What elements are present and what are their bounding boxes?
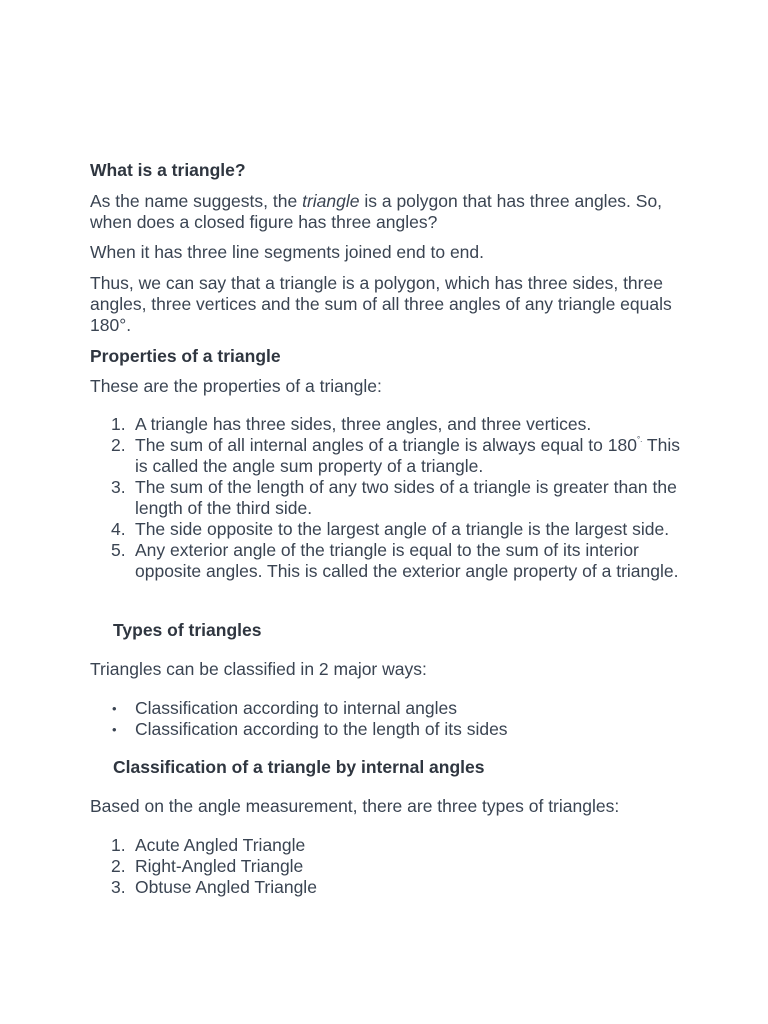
list-item: [90, 477, 690, 519]
properties-intro: These are the properties of a triangle:: [90, 376, 382, 396]
bullet-icon: •: [112, 722, 117, 737]
what-p1-end: is a polygon that has three angles. So, when does a closed figure has three angles?: [90, 191, 663, 232]
list-number: 1.: [111, 835, 126, 855]
list-item-text: The sum of the length of any two sides of a triangle is greater than the length of the third side.: [135, 477, 677, 518]
properties-list: [90, 414, 690, 582]
list-item-text: A triangle has three sides, three angles, and three vertices.: [135, 414, 592, 434]
list-item-text: Obtuse Angled Triangle: [135, 877, 317, 897]
list-item-text: Any exterior angle of the triangle is equal to the sum of its interior opposite angles. This is called the exterior angle property of a triangle.: [135, 540, 679, 581]
list-number: 4.: [111, 519, 126, 539]
list-item-text: Classification according to internal angles: [135, 698, 457, 718]
degree-superscript: °.: [636, 435, 643, 444]
bullet-icon: •: [112, 701, 117, 716]
list-item-text: Acute Angled Triangle: [135, 835, 306, 855]
list-number: 1.: [111, 414, 126, 434]
list-item: [90, 877, 690, 898]
what-p1-start: As the name suggests, the: [90, 191, 303, 211]
properties-heading: Properties of a triangle: [90, 346, 281, 366]
list-number: 2.: [111, 435, 126, 455]
what-paragraph-2: When it has three line segments joined end to end.: [90, 242, 484, 262]
list-item-text-cont: This is called the angle sum property of a triangle.: [135, 435, 680, 476]
list-item: [90, 435, 690, 477]
list-number: 3.: [111, 877, 126, 897]
list-item-text: The sum of all internal angles of a triangle is always equal to 180: [135, 435, 637, 455]
list-item-text: Classification according to the length of its sides: [135, 719, 508, 739]
angles-heading: Classification of a triangle by internal angles: [113, 757, 485, 777]
list-number: 5.: [111, 540, 126, 560]
what-paragraph-1: [90, 191, 690, 233]
list-item-text: The side opposite to the largest angle of a triangle is the largest side.: [135, 519, 670, 539]
types-heading: Types of triangles: [113, 620, 262, 640]
list-item: [90, 414, 690, 435]
what-paragraph-3: Thus, we can say that a triangle is a polygon, which has three sides, three angles, three vertices and the sum of all three angles of any triangle equals 180°.: [90, 273, 672, 335]
list-item: [90, 835, 690, 856]
list-item-text: Right-Angled Triangle: [135, 856, 304, 876]
list-number: 3.: [111, 477, 126, 497]
angle-types-list: [90, 835, 690, 898]
what-is-triangle-heading: What is a triangle?: [90, 160, 246, 180]
types-list: [90, 698, 690, 740]
list-item: [90, 856, 690, 877]
list-number: 2.: [111, 856, 126, 876]
types-intro: Triangles can be classified in 2 major ways:: [90, 659, 427, 679]
list-item: [90, 719, 690, 740]
list-item: [90, 698, 690, 719]
triangle-emphasis: triangle: [302, 191, 360, 211]
list-item: [90, 519, 690, 540]
list-item: [90, 540, 690, 582]
angles-intro: Based on the angle measurement, there are three types of triangles:: [90, 796, 620, 816]
